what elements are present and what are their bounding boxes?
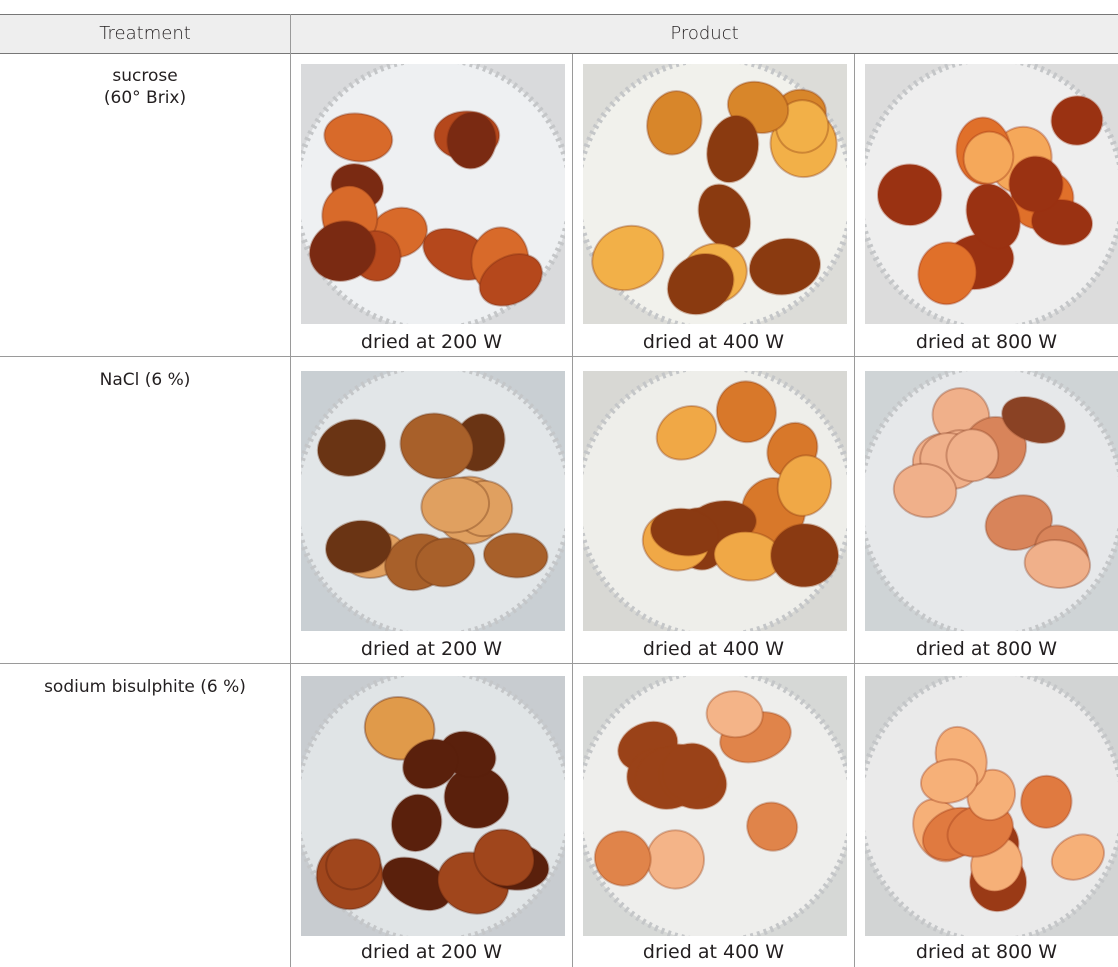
- photo-caption: dried at 200 W: [360, 331, 503, 353]
- header-treatment: Treatment: [99, 23, 191, 44]
- photo-image: [865, 64, 1118, 324]
- photo-image: [301, 676, 565, 936]
- photo-caption: dried at 800 W: [915, 941, 1058, 963]
- dried-apricot: [877, 164, 941, 226]
- column-divider: [290, 14, 291, 967]
- photo-image: [301, 64, 565, 324]
- row-divider: [0, 356, 1118, 357]
- product-photo: [865, 64, 1118, 324]
- product-photo: [865, 676, 1118, 936]
- treatment-concentration: (60° Brix): [103, 88, 187, 108]
- photo-caption: dried at 200 W: [360, 941, 503, 963]
- product-photo: [583, 371, 847, 631]
- dried-apricot: [770, 523, 839, 588]
- photo-image: [583, 64, 847, 324]
- treatment-name: sodium bisulphite (6 %): [44, 677, 246, 697]
- product-photo: [301, 676, 565, 936]
- photo-caption: dried at 200 W: [360, 638, 503, 660]
- header-product: Product: [670, 23, 739, 44]
- product-photo: [301, 64, 565, 324]
- product-photo: [301, 371, 565, 631]
- treatment-name: sucrose: [112, 66, 178, 86]
- photo-caption: dried at 800 W: [915, 331, 1058, 353]
- header-rule: [0, 53, 1118, 54]
- photo-caption: dried at 800 W: [915, 638, 1058, 660]
- photo-caption: dried at 400 W: [642, 941, 785, 963]
- photo-caption: dried at 400 W: [642, 331, 785, 353]
- product-photo: [865, 371, 1118, 631]
- photo-caption: dried at 400 W: [642, 638, 785, 660]
- product-photo: [583, 676, 847, 936]
- treatment-label-sucrose: [0, 65, 290, 109]
- product-photo: [583, 64, 847, 324]
- photo-image: [865, 371, 1118, 631]
- treatment-label-sodium-bisulphite: [0, 676, 290, 698]
- row-divider: [0, 663, 1118, 664]
- column-divider: [854, 54, 855, 967]
- photo-image: [583, 676, 847, 936]
- photo-image: [301, 371, 565, 631]
- photo-image: [865, 676, 1118, 936]
- treatment-label-nacl: [0, 369, 290, 391]
- column-divider: [572, 54, 573, 967]
- treatment-name: NaCl (6 %): [99, 370, 191, 390]
- photo-image: [583, 371, 847, 631]
